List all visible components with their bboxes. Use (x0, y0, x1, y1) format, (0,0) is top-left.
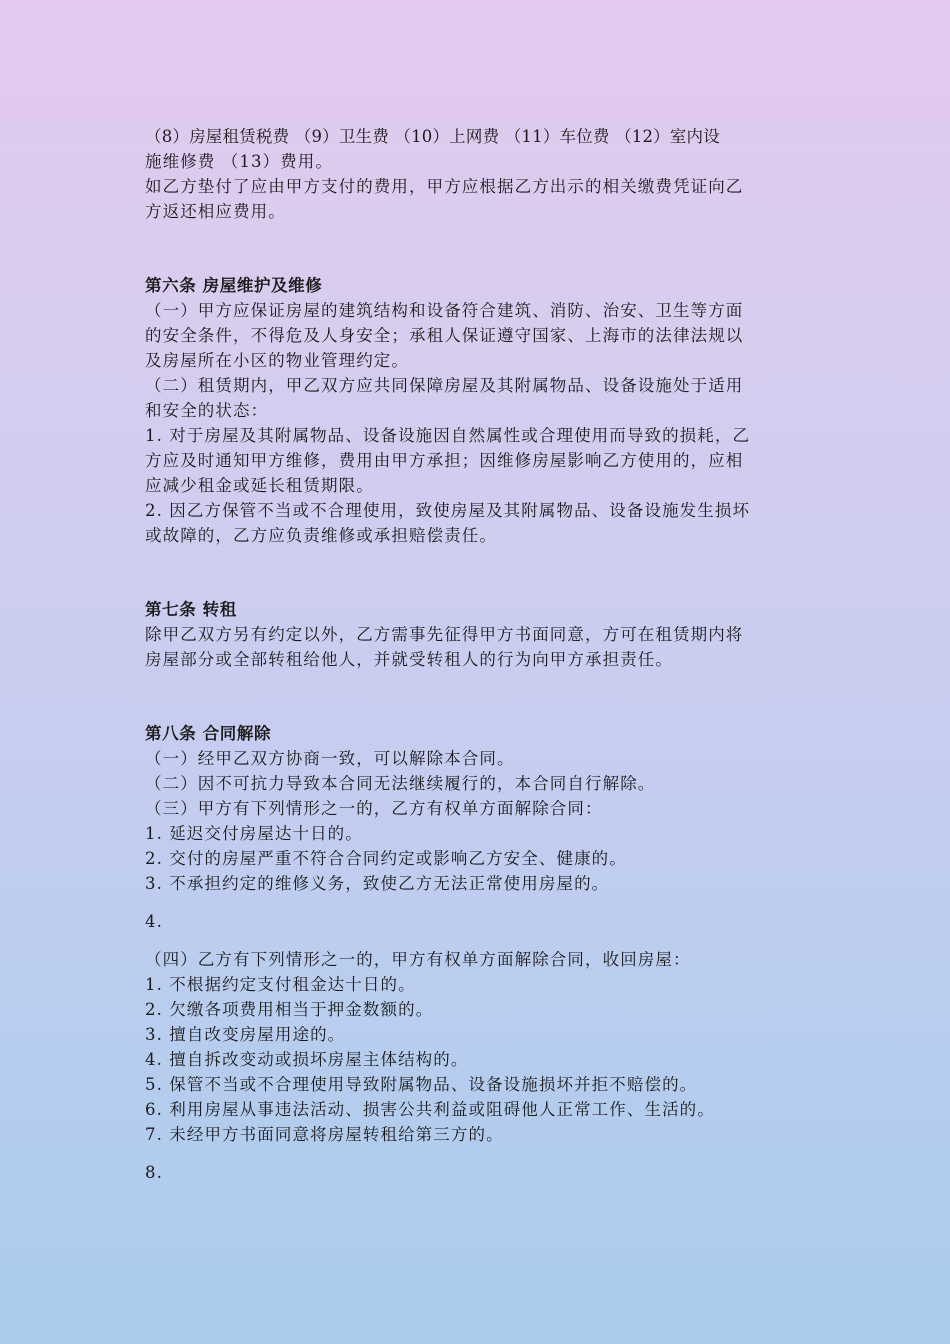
list-item-empty: 4. (145, 912, 163, 931)
article-6 (145, 273, 810, 548)
text-line: （三）甲方有下列情形之一的，乙方有权单方面解除合同： (145, 799, 603, 818)
article-8 (145, 721, 810, 1185)
text-line: 方返还相应费用。 (145, 202, 286, 221)
text-line: 4. 擅自拆改变动或损坏房屋主体结构的。 (145, 1050, 469, 1069)
text-line: 的安全条件，不得危及人身安全；承租人保证遵守国家、上海市的法律法规以 (145, 326, 744, 345)
text-line: 2. 因乙方保管不当或不合理使用，致使房屋及其附属物品、设备设施发生损坏 (145, 501, 751, 520)
text-line: 应减少租金或延长租赁期限。 (145, 476, 374, 495)
text-line: 和安全的状态： (145, 401, 269, 420)
text-line: 2. 交付的房屋严重不符合合同约定或影响乙方安全、健康的。 (145, 849, 627, 868)
text-line: （一）甲方应保证房屋的建筑结构和设备符合建筑、消防、治安、卫生等方面 (145, 301, 744, 320)
text-line: 房屋部分或全部转租给他人，并就受转租人的行为向甲方承担责任。 (145, 650, 673, 669)
text-line: 7. 未经甲方书面同意将房屋转租给第三方的。 (145, 1125, 504, 1144)
text-line: 3. 不承担约定的维修义务，致使乙方无法正常使用房屋的。 (145, 874, 610, 893)
text-line: 如乙方垫付了应由甲方支付的费用，甲方应根据乙方出示的相关缴费凭证向乙 (145, 177, 744, 196)
article-8-title: 第八条 合同解除 (145, 724, 272, 743)
fees-paragraph (145, 124, 810, 224)
text-line: 施维修费 （13）费用。 (145, 152, 333, 171)
text-line: （8）房屋租赁税费 （9）卫生费 （10）上网费 （11）车位费 （12）室内设 (145, 127, 720, 146)
text-line: 5. 保管不当或不合理使用导致附属物品、设备设施损坏并拒不赔偿的。 (145, 1075, 698, 1094)
text-line: 1. 不根据约定支付租金达十日的。 (145, 975, 416, 994)
text-line: （二）因不可抗力导致本合同无法继续履行的，本合同自行解除。 (145, 774, 656, 793)
text-line: 1. 延迟交付房屋达十日的。 (145, 824, 363, 843)
text-line: 3. 擅自改变房屋用途的。 (145, 1025, 346, 1044)
article-6-title: 第六条 房屋维护及维修 (145, 276, 323, 295)
text-line: 6. 利用房屋从事违法活动、损害公共利益或阻碍他人正常工作、生活的。 (145, 1100, 715, 1119)
text-line: （四）乙方有下列情形之一的，甲方有权单方面解除合同，收回房屋： (145, 950, 691, 969)
article-7-title: 第七条 转租 (145, 600, 237, 619)
text-line: 及房屋所在小区的物业管理约定。 (145, 351, 409, 370)
text-line: （一）经甲乙双方协商一致，可以解除本合同。 (145, 749, 515, 768)
article-7 (145, 597, 810, 672)
text-line: 除甲乙双方另有约定以外，乙方需事先征得甲方书面同意，方可在租赁期内将 (145, 625, 744, 644)
list-item-empty: 8. (145, 1163, 163, 1182)
text-line: （二）租赁期内，甲乙双方应共同保障房屋及其附属物品、设备设施处于适用 (145, 376, 744, 395)
text-line: 方应及时通知甲方维修，费用由甲方承担；因维修房屋影响乙方使用的，应相 (145, 451, 744, 470)
text-line: 或故障的，乙方应负责维修或承担赔偿责任。 (145, 526, 497, 545)
text-line: 1. 对于房屋及其附属物品、设备设施因自然属性或合理使用而导致的损耗，乙 (145, 426, 751, 445)
document-body (145, 124, 810, 1185)
text-line: 2. 欠缴各项费用相当于押金数额的。 (145, 1000, 434, 1019)
